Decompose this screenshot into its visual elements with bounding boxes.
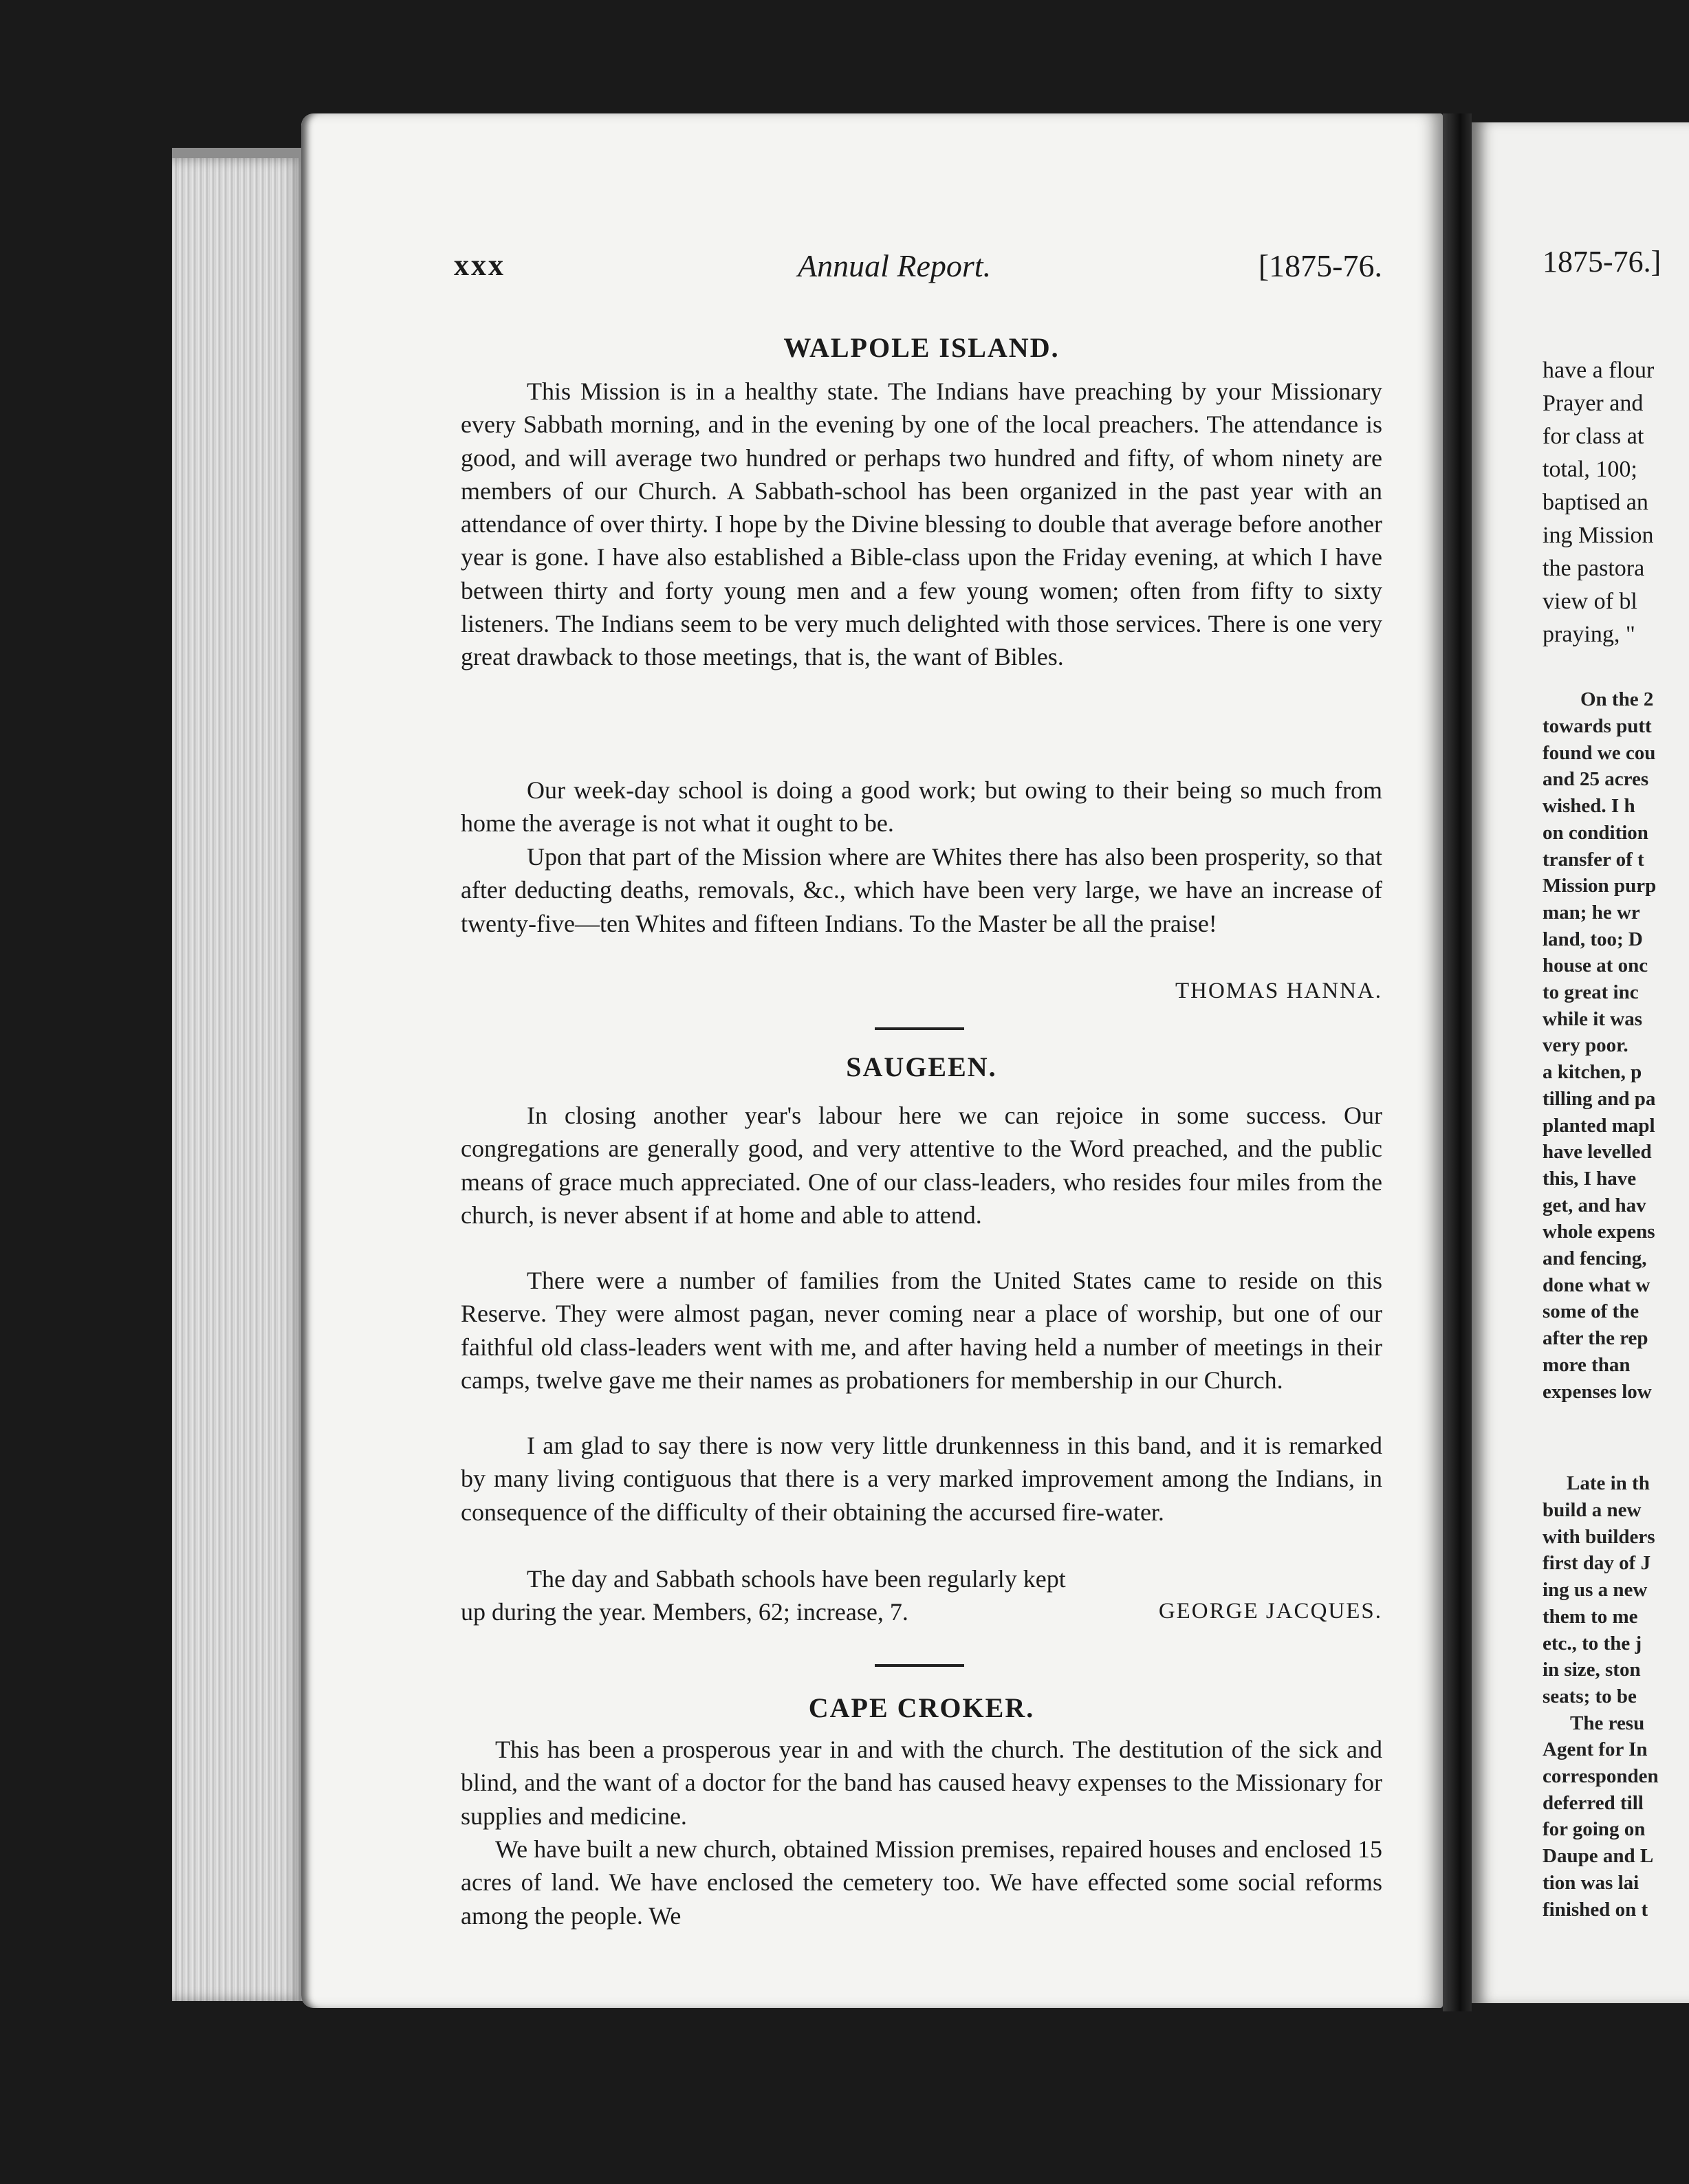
- text-line: transfer of t: [1543, 848, 1644, 871]
- text-line: for going on: [1543, 1818, 1646, 1841]
- text-line: done what w: [1543, 1274, 1650, 1296]
- text-line: finished on t: [1543, 1898, 1648, 1921]
- text-line: more than: [1543, 1353, 1631, 1376]
- text-line: ing Mission: [1543, 523, 1654, 548]
- running-year: [1875-76.: [1258, 248, 1382, 283]
- text-line: Mission purp: [1543, 875, 1657, 897]
- walpole-paragraph-2: Our week-day school is doing a good work; but owing to their being so much from home the average is not what it ought to be.: [461, 776, 1382, 838]
- text-line: total, 100;: [1543, 457, 1637, 482]
- text-line: Late in th: [1567, 1472, 1650, 1494]
- text-line: towards putt: [1543, 715, 1652, 737]
- section-heading-saugeen: SAUGEEN.: [846, 1051, 997, 1082]
- text-line: a kitchen, p: [1543, 1061, 1642, 1084]
- signature-george-jacques: GEORGE JACQUES.: [1158, 1599, 1382, 1624]
- text-line: have a flour: [1543, 358, 1655, 383]
- text-line: on condition: [1543, 821, 1648, 844]
- text-line: and 25 acres: [1543, 768, 1649, 791]
- text-line: expenses low: [1543, 1380, 1652, 1403]
- right-page-small-text-2-first: [1543, 1470, 1689, 1497]
- cape-croker-paragraph-1: This has been a prosperous year in and with the church. The destitution of the sick and blind, and the want of a doctor for the band has caused heavy expenses to the Missionary for supplies and medicine.: [461, 1736, 1382, 1830]
- text-line: and fencing,: [1543, 1247, 1647, 1270]
- text-line: ing us a new: [1543, 1579, 1648, 1602]
- text-line: them to me: [1543, 1605, 1638, 1628]
- text-line: seats; to be: [1543, 1685, 1637, 1707]
- section-divider: [875, 1664, 964, 1667]
- text-line: some of the: [1543, 1300, 1639, 1323]
- text-line: for class at: [1543, 424, 1644, 449]
- text-line: wished. I h: [1543, 795, 1635, 818]
- text-line: this, I have: [1543, 1167, 1637, 1190]
- text-line: man; he wr: [1543, 901, 1640, 924]
- text-line: after the rep: [1543, 1327, 1648, 1350]
- saugeen-paragraph-3: I am glad to say there is now very little drunkenness in this band, and it is remarked by many living contiguous that there is a very marked improvement among the Indians, in consequence of the difficulty of their obtaining the accursed fire-water.: [461, 1432, 1382, 1526]
- book-page-edges: [172, 158, 303, 2001]
- walpole-paragraph-1: This Mission is in a healthy state. The Indians have preaching by your Missionary every Sabbath morning, and in the evening by one of the local preachers. The attendance is good, and will average two hundred or perhaps two hundred and fifty, of whom ninety are members of our Church. A Sabbath-school has been organized in the past year with an attendance of over thirty. I hope by the Divine blessing to double that average before another year is gone. I have also established a Bible-class upon the Friday evening, at which I have between thirty and forty young men and a few young women; often from fifty to sixty listeners. The Indians seem to be very much delighted with those services. There is one very great drawback to those meetings, that is, the want of Bibles.: [461, 378, 1382, 671]
- text-line: Agent for In: [1543, 1738, 1648, 1761]
- right-page-text: [1543, 354, 1689, 651]
- saugeen-paragraph-2: There were a number of families from the United States came to reside on this Reserve. They were almost pagan, never coming near a place of worship, but one of our faithful old class-leaders went with me, and after having held a number of meetings in their camps, twelve gave me their names as probationers for membership in our Church.: [461, 1267, 1382, 1394]
- text-line: land, too; D: [1543, 928, 1643, 950]
- book-gutter: [1443, 113, 1472, 2011]
- text-line: have levelled: [1543, 1141, 1652, 1164]
- right-page-small-text-1-first: [1543, 686, 1689, 713]
- text-line: The resu: [1570, 1712, 1645, 1734]
- saugeen-paragraph-1: In closing another year's labour here we can rejoice in some success. Our congregations are generally good, and very attentive to the Word preached, and the public means of grace much appreciated. One of our class-leaders, who resides four miles from the church, is never absent if at home and able to attend.: [461, 1102, 1382, 1229]
- text-line: with builders: [1543, 1525, 1655, 1548]
- text-line: baptised an: [1543, 490, 1648, 515]
- text-line: view of bl: [1543, 589, 1637, 614]
- section-heading-walpole: WALPOLE ISLAND.: [783, 332, 1060, 363]
- saugeen-paragraph-4: The day and Sabbath schools have been regularly kept up during the year. Members, 62; increase, 7.: [461, 1565, 1066, 1626]
- text-line: corresponden: [1543, 1765, 1659, 1788]
- text-line: Prayer and: [1543, 391, 1644, 416]
- text-line: tilling and pa: [1543, 1087, 1656, 1110]
- text-line: On the 2: [1580, 688, 1654, 710]
- text-line: house at onc: [1543, 954, 1648, 977]
- text-line: found we cou: [1543, 741, 1656, 764]
- page-number: xxx: [454, 248, 505, 282]
- text-line: in size, ston: [1543, 1659, 1641, 1681]
- right-page-header: 1875-76.]: [1543, 245, 1661, 279]
- running-header: [454, 248, 1382, 296]
- text-line: praying, ": [1543, 622, 1635, 647]
- text-line: build a new: [1543, 1499, 1642, 1521]
- text-line: very poor.: [1543, 1034, 1628, 1057]
- text-line: first day of J: [1543, 1552, 1651, 1575]
- section-heading-cape-croker: CAPE CROKER.: [808, 1692, 1035, 1723]
- text-line: while it was: [1543, 1007, 1642, 1030]
- text-line: Daupe and L: [1543, 1845, 1654, 1868]
- right-page-small-text-2: [1543, 1497, 1689, 1923]
- right-page-small-text-1: [1543, 713, 1689, 1405]
- text-line: deferred till: [1543, 1791, 1644, 1814]
- text-line: etc., to the j: [1543, 1632, 1642, 1655]
- text-line: the pastora: [1543, 556, 1645, 581]
- cape-croker-paragraph-2: We have built a new church, obtained Mission premises, repaired houses and enclosed 15 acres of land. We have enclosed the cemetery too. We have effected some social reforms among the people. We: [461, 1835, 1382, 1930]
- section-divider: [875, 1027, 964, 1030]
- text-line: to great inc: [1543, 981, 1639, 1004]
- running-title: Annual Report.: [798, 248, 992, 283]
- text-line: whole expens: [1543, 1221, 1655, 1243]
- walpole-paragraph-3: Upon that part of the Mission where are Whites there has also been prosperity, so that after deducting deaths, removals, &c., which have been very large, we have an increase of twenty-five—ten Whites and fifteen Indians. To the Master be all the praise!: [461, 843, 1382, 937]
- text-line: planted mapl: [1543, 1114, 1655, 1137]
- text-line: get, and hav: [1543, 1194, 1646, 1216]
- text-line: tion was lai: [1543, 1871, 1639, 1894]
- signature-thomas-hanna: THOMAS HANNA.: [1175, 979, 1382, 1003]
